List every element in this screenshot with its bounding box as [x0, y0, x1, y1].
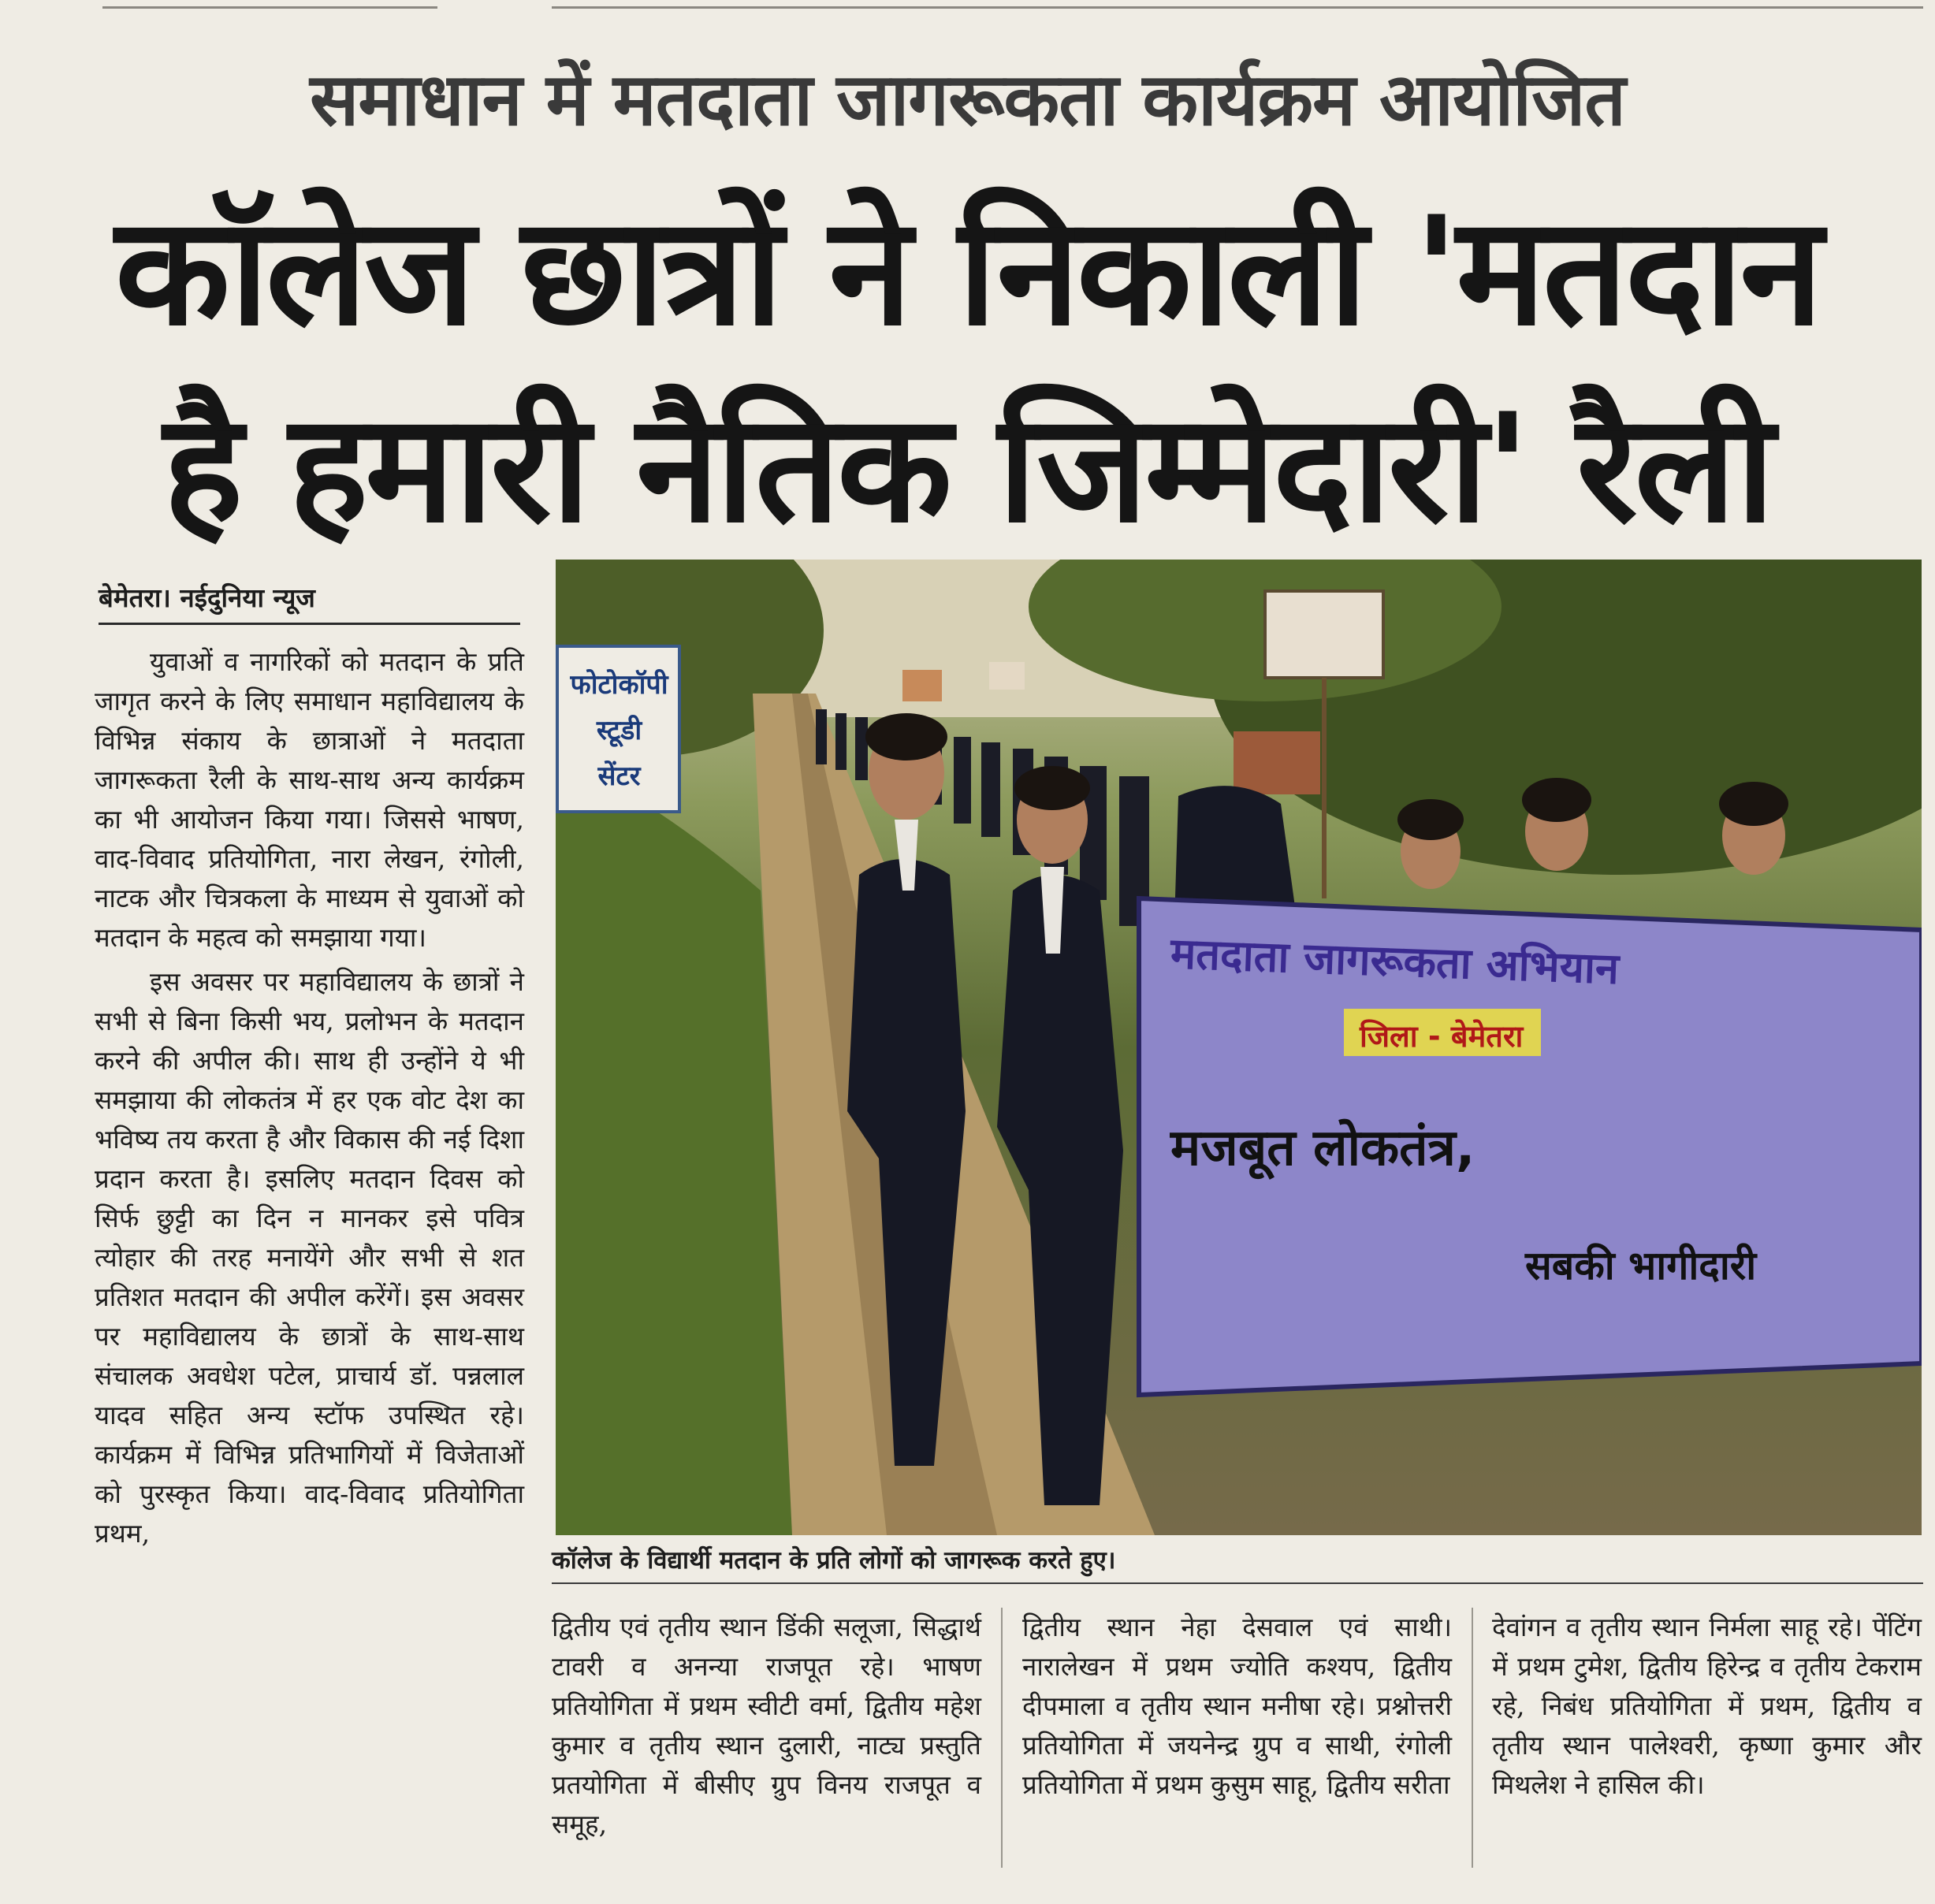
banner-text-line-4: सबकी भागीदारी	[1525, 1243, 1757, 1289]
board-line: स्टूडी	[596, 715, 642, 746]
top-rule-left	[102, 6, 437, 9]
board-line: फोटोकॉपी	[570, 669, 668, 701]
headline-line-2: है हमारी नैतिक जिम्मेदारी' रैली	[163, 381, 1772, 556]
article-column-4	[1492, 1608, 1922, 1809]
kicker-headline: समाधान में मतदाता जागरूकता कार्यक्रम आयोजित	[310, 58, 1625, 142]
article-column-2	[552, 1608, 981, 1849]
column-divider	[1001, 1608, 1003, 1868]
caption-rule	[552, 1582, 1923, 1584]
paragraph: द्वितीय स्थान नेहा देसवाल एवं साथी। नारालेखन में प्रथम ज्योति कश्यप, द्वितीय दीपमाला व तृतीय स्थान मनीषा रहे। प्रश्नोत्तरी प्रतियोगिता में जयनेन्द्र ग्रुप व साथी, रंगोली प्रतियोगिता में प्रथम कुसुम साहू, द्वितीय सरीता	[1022, 1612, 1452, 1800]
headline-line-1: कॉलेज छात्रों ने निकाली 'मतदान	[115, 184, 1820, 359]
banner-text-line-1: मतदाता जागरूकता अभियान	[1169, 928, 1621, 994]
banner-text-line-2: जिला - बेमेतरा	[1360, 1019, 1524, 1054]
paragraph: युवाओं व नागरिकों को मतदान के प्रति जागृत करने के लिए समाधान महाविद्यालय के विभिन्न संकाय के छात्राओं ने मतदाता जागरूकता रैली के साथ-साथ अन्य कार्यक्रम का भी आयोजन किया गया। जिससे भाषण, वाद-विवाद प्रतियोगिता, नारा लेखन, रंगोली, नाटक और चित्रकला के माध्यम से युवाओं को मतदान के महत्व को समझाया गया।	[95, 646, 524, 953]
rally-photo	[556, 560, 1922, 1535]
paragraph: द्वितीय एवं तृतीय स्थान डिंकी सलूजा, सिद्धार्थ टावरी व अनन्या राजपूत रहे। भाषण प्रतियोगिता में प्रथम स्वीटी वर्मा, द्वितीय महेश कुमार व तृतीय स्थान दुलारी, नाट्य प्रस्तुति प्रतयोगिता में बीसीए ग्रुप विनय राजपूत व समूह,	[552, 1612, 981, 1839]
banner-text-line-3: मजबूत लोकतंत्र,	[1170, 1119, 1475, 1177]
board-line: सेंटर	[597, 760, 641, 792]
paragraph: देवांगन व तृतीय स्थान निर्मला साहू रहे। पेंटिंग में प्रथम टुमेश, द्वितीय हिरेन्द्र व तृतीय टेकराम रहे, निबंध प्रतियोगिता में प्रथम, द्वितीय व तृतीय स्थान पालेश्वरी, कृष्णा कुमार और मिथलेश ने हासिल की।	[1492, 1612, 1922, 1800]
paragraph: इस अवसर पर महाविद्यालय के छात्रों ने सभी से बिना किसी भय, प्रलोभन के मतदान करने की अपील की। साथ ही उन्होंने ये भी समझाया की लोकतंत्र में हर एक वोट देश का भविष्य तय करता है और विकास की नई दिशा प्रदान करता है। इसलिए मतदान दिवस को सिर्फ छुट्टी का दिन न मानकर इसे पवित्र त्योहार की तरह मनायेंगे और सभी से शत प्रतिशत मतदान की अपील करेंगें। इस अवसर पर महाविद्यालय के छात्रों के साथ-साथ संचालक अवधेश पटेल, प्राचार्य डॉ. पन्नलाल यादव सहित अन्य स्टॉफ उपस्थित रहे। कार्यक्रम में विभिन्न प्रतिभागियों में विजेताओं को पुरस्कृत किया। वाद-विवाद प्रतियोगिता प्रथम,	[95, 966, 524, 1549]
column-divider	[1472, 1608, 1473, 1868]
article-column-3	[1022, 1608, 1452, 1809]
photo-caption: कॉलेज के विद्यार्थी मतदान के प्रति लोगों को जागरूक करते हुए।	[552, 1546, 1116, 1575]
top-rule-right	[552, 6, 1923, 9]
dateline: बेमेतरा। नईदुनिया न्यूज	[99, 582, 315, 613]
article-left-column	[95, 642, 524, 1558]
dateline-rule	[99, 623, 520, 625]
roadside-board	[562, 662, 676, 799]
rally-photo-illustration	[556, 560, 1922, 1535]
